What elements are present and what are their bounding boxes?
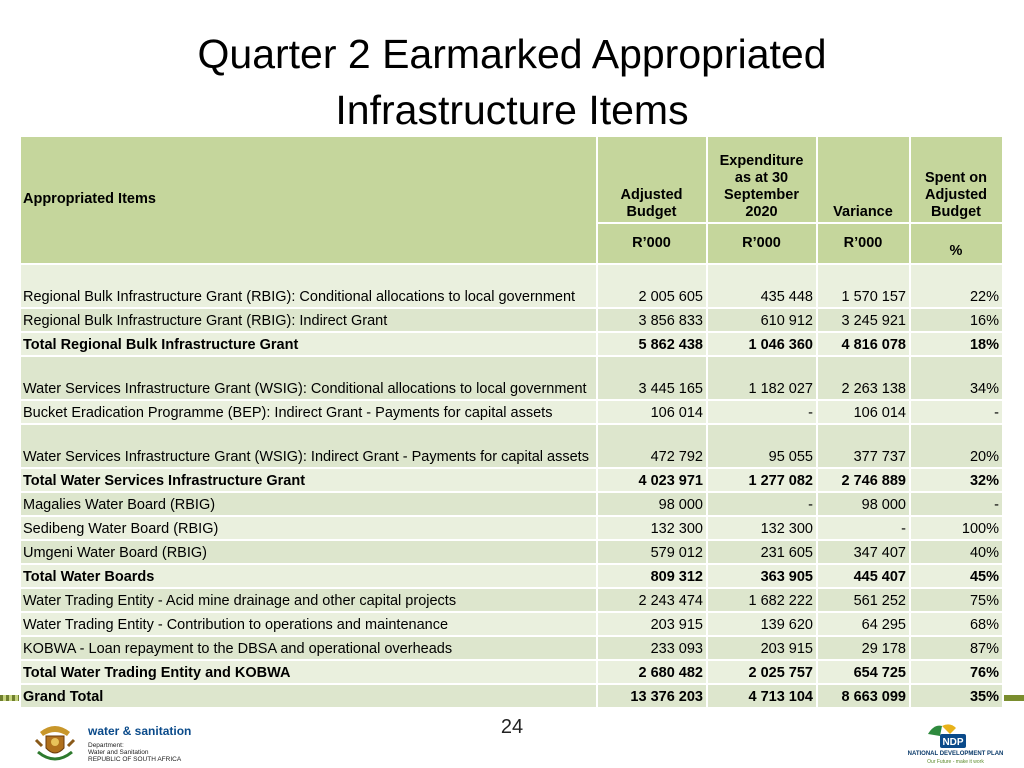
item-cell: Water Trading Entity - Acid mine drainage and other capital projects [20,588,597,612]
dws-subtitle [88,742,191,763]
item-cell: Sedibeng Water Board (RBIG) [20,516,597,540]
unit-expenditure: R’000 [707,223,817,264]
expenditure-cell: - [707,492,817,516]
variance-cell: 3 245 921 [817,308,910,332]
header-items: Appropriated Items [20,136,597,264]
budget-cell: 3 445 165 [597,356,707,400]
table-row [20,492,1003,516]
slide-title [100,26,924,138]
variance-cell: 98 000 [817,492,910,516]
spent-cell: 35% [910,684,1003,708]
ndp-logo-icon [926,720,968,750]
budget-cell: 4 023 971 [597,468,707,492]
item-cell: Water Services Infrastructure Grant (WSIG): Conditional allocations to local government [20,356,597,400]
header-row [20,136,1003,223]
header-budget: Adjusted Budget [597,136,707,223]
expenditure-cell: 1 182 027 [707,356,817,400]
svg-text:NDP: NDP [942,737,964,748]
spent-cell: 45% [910,564,1003,588]
expenditure-cell: 1 277 082 [707,468,817,492]
item-cell: Magalies Water Board (RBIG) [20,492,597,516]
expenditure-cell: - [707,400,817,424]
expenditure-cell: 95 055 [707,424,817,468]
total-row [20,332,1003,356]
variance-cell: 445 407 [817,564,910,588]
expenditure-cell: 1 046 360 [707,332,817,356]
expenditure-cell: 435 448 [707,264,817,308]
variance-cell: 1 570 157 [817,264,910,308]
variance-cell: 29 178 [817,636,910,660]
budget-cell: 106 014 [597,400,707,424]
budget-cell: 233 093 [597,636,707,660]
total-row [20,564,1003,588]
variance-cell: - [817,516,910,540]
header-variance: Variance [817,136,910,223]
unit-budget: R’000 [597,223,707,264]
variance-cell: 106 014 [817,400,910,424]
budget-cell: 5 862 438 [597,332,707,356]
expenditure-cell: 132 300 [707,516,817,540]
table-row [20,308,1003,332]
budget-cell: 3 856 833 [597,308,707,332]
table-row [20,612,1003,636]
item-cell: Total Water Boards [20,564,597,588]
dws-line-2: Water and Sanitation [88,749,149,756]
unit-spent: % [910,223,1003,264]
table-row [20,264,1003,308]
coat-of-arms-icon [34,722,76,764]
expenditure-cell: 363 905 [707,564,817,588]
budget-cell: 13 376 203 [597,684,707,708]
spent-cell: 100% [910,516,1003,540]
budget-cell: 98 000 [597,492,707,516]
spent-cell: - [910,400,1003,424]
variance-cell: 654 725 [817,660,910,684]
spent-cell: 76% [910,660,1003,684]
ndp-caption: NATIONAL DEVELOPMENT PLAN [907,751,1004,757]
expenditure-cell: 2 025 757 [707,660,817,684]
item-cell: Water Trading Entity - Contribution to operations and maintenance [20,612,597,636]
ndp-tagline: Our Future - make it work [927,759,984,765]
title-line-1: Quarter 2 Earmarked Appropriated [197,31,827,77]
header-spent: Spent on Adjusted Budget [910,136,1003,223]
item-cell: Water Services Infrastructure Grant (WSIG): Indirect Grant - Payments for capital assets [20,424,597,468]
budget-cell: 132 300 [597,516,707,540]
grand-total-row [20,684,1003,708]
budget-cell: 2 005 605 [597,264,707,308]
spent-cell: 75% [910,588,1003,612]
table-row [20,424,1003,468]
expenditure-cell: 231 605 [707,540,817,564]
unit-variance: R’000 [817,223,910,264]
variance-cell: 377 737 [817,424,910,468]
item-cell: Total Water Trading Entity and KOBWA [20,660,597,684]
expenditure-cell: 1 682 222 [707,588,817,612]
appropriated-items-table [19,135,1004,709]
title-line-2: Infrastructure Items [335,87,689,133]
spent-cell: 20% [910,424,1003,468]
ndp-logo [898,720,1013,766]
total-row [20,660,1003,684]
item-cell: Total Water Services Infrastructure Grant [20,468,597,492]
variance-cell: 561 252 [817,588,910,612]
dws-line-3: REPUBLIC OF SOUTH AFRICA [88,756,182,763]
dws-logo [34,722,234,766]
table-row [20,588,1003,612]
spent-cell: 34% [910,356,1003,400]
variance-cell: 4 816 078 [817,332,910,356]
item-cell: Bucket Eradication Programme (BEP): Indirect Grant - Payments for capital assets [20,400,597,424]
table-row [20,400,1003,424]
dws-name: water & sanitation [88,724,192,738]
table-row [20,356,1003,400]
item-cell: Regional Bulk Infrastructure Grant (RBIG): Conditional allocations to local government [20,264,597,308]
item-cell: Grand Total [20,684,597,708]
expenditure-cell: 203 915 [707,636,817,660]
variance-cell: 8 663 099 [817,684,910,708]
spent-cell: 18% [910,332,1003,356]
dws-line-1: Department: [88,742,124,749]
header-expenditure: Expenditure as at 30 September 2020 [707,136,817,223]
expenditure-cell: 610 912 [707,308,817,332]
expenditure-cell: 4 713 104 [707,684,817,708]
spent-cell: - [910,492,1003,516]
item-cell: Regional Bulk Infrastructure Grant (RBIG): Indirect Grant [20,308,597,332]
table-row [20,516,1003,540]
variance-cell: 347 407 [817,540,910,564]
spent-cell: 32% [910,468,1003,492]
item-cell: KOBWA - Loan repayment to the DBSA and operational overheads [20,636,597,660]
spent-cell: 16% [910,308,1003,332]
variance-cell: 2 263 138 [817,356,910,400]
budget-cell: 579 012 [597,540,707,564]
budget-cell: 203 915 [597,612,707,636]
item-cell: Umgeni Water Board (RBIG) [20,540,597,564]
table-row [20,636,1003,660]
table-row [20,540,1003,564]
budget-cell: 809 312 [597,564,707,588]
spent-cell: 68% [910,612,1003,636]
page-number: 24 [500,716,524,738]
expenditure-cell: 139 620 [707,612,817,636]
variance-cell: 2 746 889 [817,468,910,492]
budget-cell: 2 243 474 [597,588,707,612]
spent-cell: 40% [910,540,1003,564]
variance-cell: 64 295 [817,612,910,636]
total-row [20,468,1003,492]
budget-cell: 2 680 482 [597,660,707,684]
budget-cell: 472 792 [597,424,707,468]
spent-cell: 87% [910,636,1003,660]
item-cell: Total Regional Bulk Infrastructure Grant [20,332,597,356]
spent-cell: 22% [910,264,1003,308]
